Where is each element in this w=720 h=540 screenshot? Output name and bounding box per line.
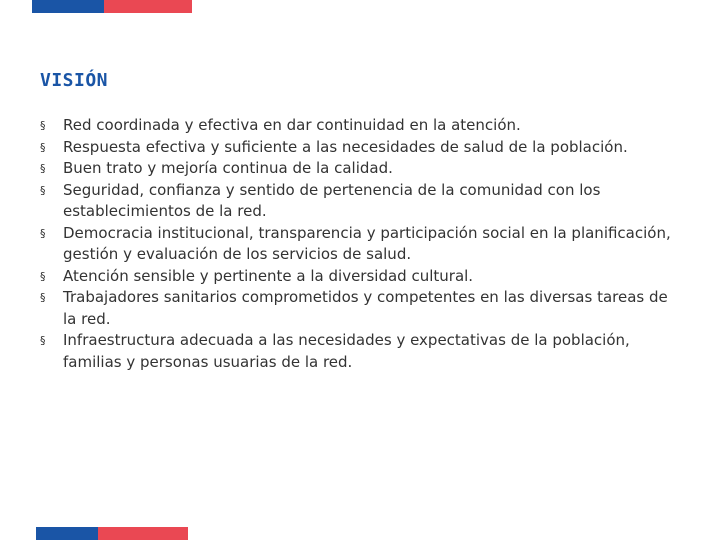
list-item-text: Trabajadores sanitarios comprometidos y competentes en las diversas tareas de la red. — [63, 288, 668, 328]
top-flag-bar — [32, 0, 192, 13]
bullet-icon: § — [40, 119, 46, 132]
list-item — [40, 330, 680, 373]
list-item-text: Infraestructura adecuada a las necesidades y expectativas de la población, familias y personas usuarias de la red. — [63, 331, 630, 371]
list-item-text: Democracia institucional, transparencia y participación social en la planificación, gestión y evaluación de los servicios de salud. — [63, 223, 671, 263]
bullet-icon: § — [40, 162, 46, 175]
flag-blue-segment — [32, 0, 104, 13]
list-item — [40, 287, 680, 330]
bottom-flag-bar — [36, 527, 188, 540]
list-item — [40, 180, 680, 223]
list-item — [40, 115, 680, 137]
list-item-text: Buen trato y mejoría continua de la calidad. — [63, 159, 393, 177]
list-item — [40, 158, 680, 180]
list-item-text: Seguridad, confianza y sentido de pertenencia de la comunidad con los establecimientos de la red. — [63, 180, 601, 220]
page-title: VISIÓN — [40, 70, 109, 91]
bullet-icon: § — [40, 226, 46, 240]
flag-blue-segment — [36, 527, 98, 540]
list-item — [40, 266, 680, 288]
bullet-icon: § — [40, 140, 46, 154]
bullet-icon: § — [40, 183, 46, 197]
list-item-text: Respuesta efectiva y suficiente a las necesidades de salud de la población. — [63, 137, 628, 156]
bullet-icon: § — [40, 291, 46, 304]
list-item-text: Red coordinada y efectiva en dar continuidad en la atención. — [63, 116, 521, 134]
list-item-text: Atención sensible y pertinente a la diversidad cultural. — [63, 266, 474, 285]
list-item — [40, 137, 680, 159]
bullet-icon: § — [40, 269, 46, 283]
vision-list — [40, 115, 680, 373]
bullet-icon: § — [40, 334, 46, 347]
flag-red-segment — [98, 527, 188, 540]
list-item — [40, 223, 680, 266]
flag-red-segment — [104, 0, 192, 13]
